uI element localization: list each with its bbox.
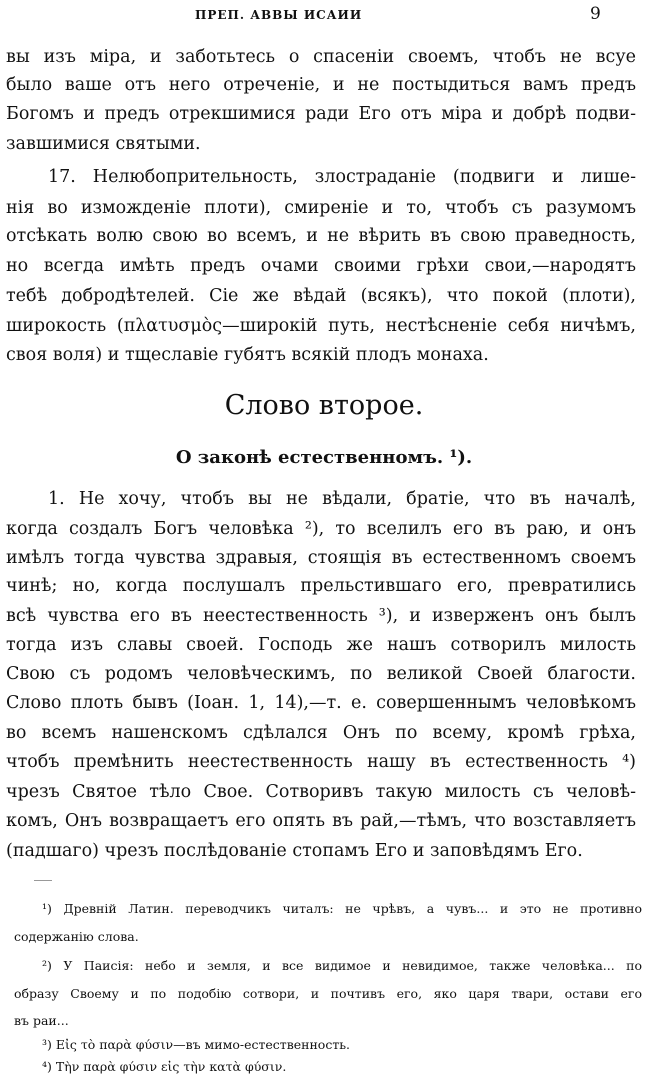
page-number: 9	[590, 4, 601, 24]
section-heading: Слово второе.	[224, 390, 424, 421]
text-line: тогда изъ славы своей. Господь же нашъ сотворилъ милость	[6, 635, 636, 655]
text-line: Слово плоть бывъ (Іоан. 1, 14),—т. е. совершеннымъ человѣкомъ	[6, 693, 636, 713]
text-line: отсѣкать волю свою во всемъ, и не вѣрить въ свою праведность,	[6, 226, 636, 246]
footnote-separator	[34, 880, 52, 881]
text-line: завшимися святыми.	[6, 134, 201, 154]
text-line: вы изъ міра, и заботьтесь о спасеніи своемъ, чтобъ не всуе	[6, 47, 636, 67]
footnote-3: ³) Εἰς τὸ παρὰ φύσιν—въ мимо-естественность.	[42, 1037, 351, 1052]
text-line: когда создалъ Богъ человѣка ²), то вселилъ его въ раю, и онъ	[6, 519, 636, 539]
footnote-2-cont: образу Своему и по подобію сотвори, и почтивъ его, яко царя твари, остави его	[14, 986, 642, 1001]
footnote-1: ¹) Древній Латин. переводчикъ читалъ: не чрѣвъ, а чувъ... и это не противно	[42, 901, 642, 916]
text-line: имѣлъ тогда чувства здравыя, стоящія въ естественномъ своемъ	[6, 548, 636, 568]
text-line: нія во изможденіе плоти), смиреніе и то, чтобъ съ разумомъ	[6, 198, 636, 218]
text-line: всѣ чувства его въ неестественность ³), и изверженъ онъ былъ	[6, 606, 636, 626]
paragraph-17-start: 17. Нелюбопрительность, злостраданіе (подвиги и лише-	[48, 167, 636, 187]
text-line: но всегда имѣть предъ очами своими грѣхи свои,—народятъ	[6, 256, 636, 276]
footnote-4: ⁴) Τὴν παρὰ φύσιν εἰς τὴν κατὰ φύσιν.	[42, 1059, 287, 1074]
text-line: тебѣ добродѣтелей. Сіе же вѣдай (всякъ), что покой (плоти),	[6, 286, 636, 306]
text-line: чтобъ премѣнить неестественность нашу въ естественность ⁴)	[6, 752, 636, 772]
text-line: Свою съ родомъ человѣческимъ, по великой Своей благости.	[6, 664, 636, 684]
running-head	[0, 4, 648, 26]
text-line: широкость (πλατυσμὸς—широкій путь, нестѣсненіе себя ничѣмъ,	[6, 316, 636, 336]
text-line: комъ, Онъ возвращаетъ его опять въ рай,—тѣмъ, что возставляетъ	[6, 811, 636, 831]
text-line: Богомъ и предъ отрекшимися ради Его отъ міра и добрѣ подви-	[6, 104, 636, 124]
text-line: своя воля) и тщеславіе губятъ всякій плодъ монаха.	[6, 345, 489, 365]
text-line: (падшаго) чрезъ послѣдованіе стопамъ Его и заповѣдямъ Его.	[6, 841, 583, 861]
footnote-2: ²) У Паисія: небо и земля, и все видимое и невидимое, также человѣка... по	[42, 958, 642, 973]
running-title: ПРЕП. АВВЫ ИСАИИ	[195, 8, 363, 22]
footnote-1-cont: содержанію слова.	[14, 929, 139, 944]
text-line: чинѣ; но, когда послушалъ прельстившаго его, превратились	[6, 576, 636, 596]
text-line: было ваше отъ него отреченіе, и не постыдиться вамъ предъ	[6, 75, 636, 95]
paragraph-1-start: 1. Не хочу, чтобъ вы не вѣдали, братіе, что въ началѣ,	[48, 489, 636, 509]
text-line: во всемъ нашенскомъ сдѣлался Онъ по всему, кромѣ грѣха,	[6, 723, 636, 743]
text-line: чрезъ Святое тѣло Свое. Сотворивъ такую милость съ человѣ-	[6, 782, 636, 802]
footnote-2-end: въ раи...	[14, 1013, 69, 1028]
section-subheading: О законѣ естественномъ. ¹).	[175, 447, 473, 468]
